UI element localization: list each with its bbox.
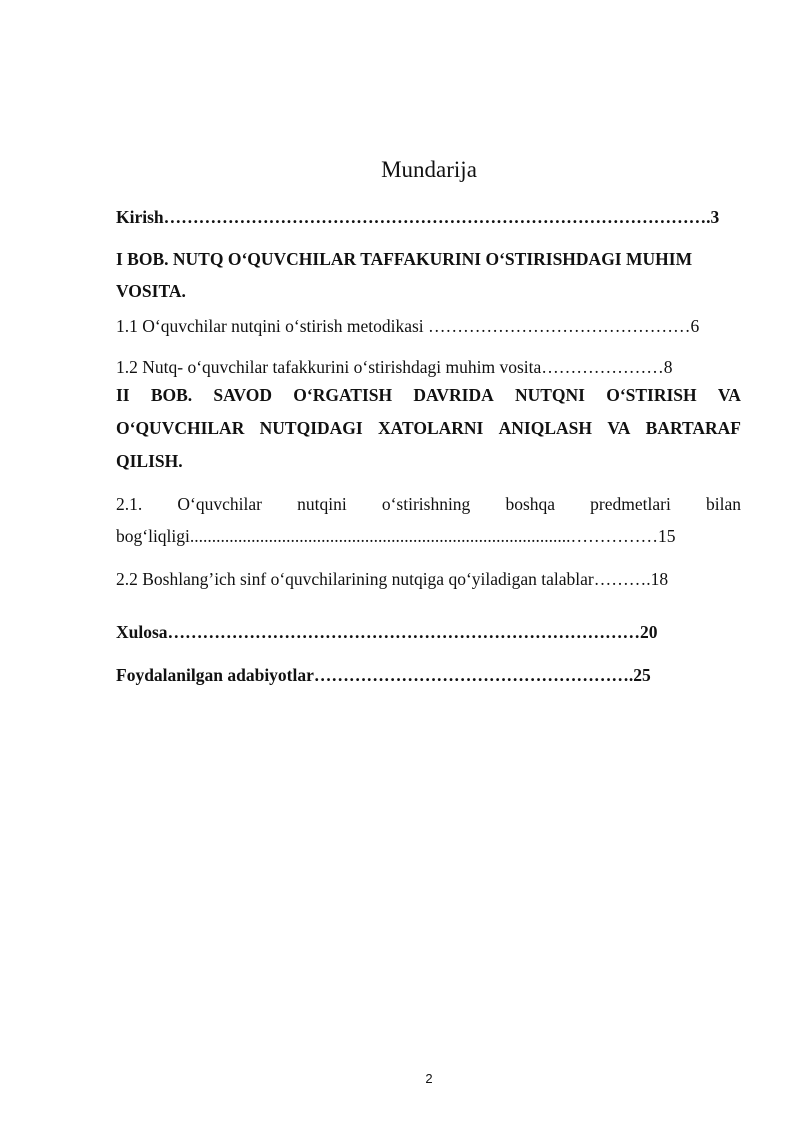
word: ANIQLASH — [498, 418, 593, 438]
toc-entry-2-1-line-2: bog‘liqligi.......................................................................................……………15 — [116, 526, 676, 546]
word: predmetlari — [590, 494, 671, 514]
toc-chapter-2-line-2 — [116, 418, 741, 439]
toc-entry-kirish: Kirish………………………………………………………………………………….3 — [116, 207, 720, 227]
word: o‘stirishning — [381, 494, 471, 514]
word: NUTQNI — [514, 385, 585, 405]
word: 2.1. — [116, 494, 143, 514]
word: SAVOD — [213, 385, 273, 405]
toc-entry-foydalanilgan-adabiyotlar: Foydalanilgan adabiyotlar……………………………………………….25 — [116, 665, 651, 685]
word: O‘RGATISH — [293, 385, 393, 405]
word: nutqini — [297, 494, 347, 514]
toc-chapter-1-line-2: VOSITA. — [116, 281, 186, 301]
page-title: Mundarija — [381, 157, 477, 182]
toc-chapter-2-line-3: QILISH. — [116, 451, 183, 471]
word: DAVRIDA — [413, 385, 494, 405]
word: II — [116, 385, 130, 405]
word: BOB. — [150, 385, 193, 405]
toc-entry-1-2: 1.2 Nutq- o‘quvchilar tafakkurini o‘stirishdagi muhim vosita…………………8 — [116, 357, 673, 377]
toc-chapter-2-line-1 — [116, 385, 741, 406]
toc-entry-2-1-line-1 — [116, 492, 741, 516]
toc-entry-2-2: 2.2 Boshlang’ich sinf o‘quvchilarining nutqiga qo‘yiladigan talablar……….18 — [116, 569, 669, 589]
word: XATOLARNI — [378, 418, 484, 438]
toc-entry-xulosa: Xulosa………………………………………………………………………20 — [116, 622, 658, 642]
word: O‘quvchilar — [177, 494, 262, 514]
word: BARTARAF — [645, 418, 741, 438]
word: O‘STIRISH — [606, 385, 697, 405]
word: bilan — [705, 494, 741, 514]
word: VA — [717, 385, 741, 405]
page-number: 2 — [425, 1071, 433, 1086]
toc-chapter-1-line-1: I BOB. NUTQ O‘QUVCHILAR TAFFAKURINI O‘STIRISHDAGI MUHIM — [116, 249, 693, 269]
word: O‘QUVCHILAR — [116, 418, 245, 438]
word: boshqa — [505, 494, 556, 514]
word: VA — [607, 418, 631, 438]
toc-entry-1-1: 1.1 O‘quvchilar nutqini o‘stirish metodikasi ………………………………………6 — [116, 316, 700, 336]
word: NUTQIDAGI — [259, 418, 363, 438]
